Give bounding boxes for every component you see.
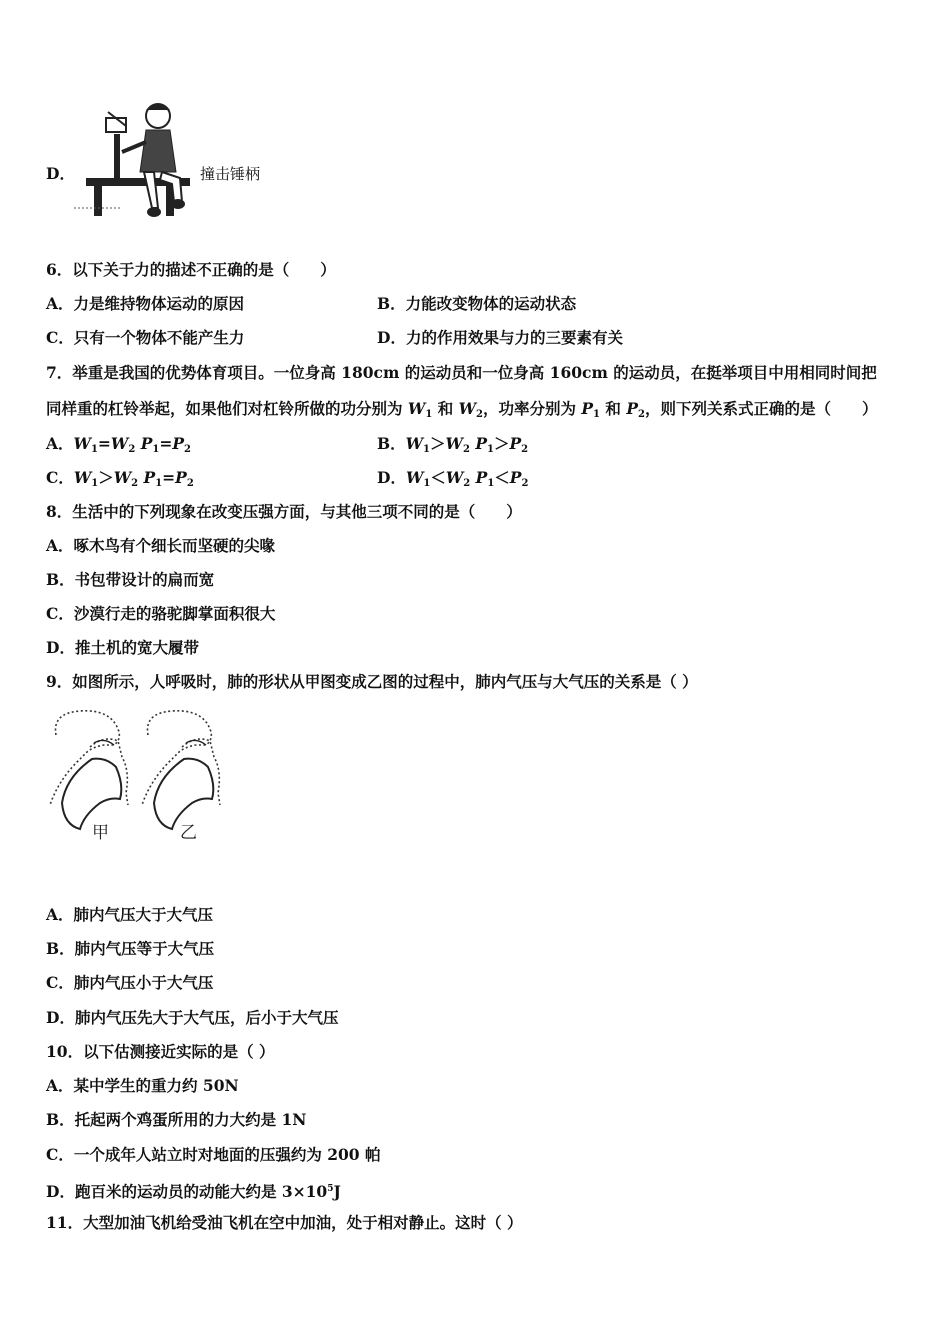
- q7-stem-line2: 同样重的杠铃举起，如果他们对杠铃所做的功分别为 $W_1$ 和 $W_2$，功率分别为 $P_1$ 和 $P_2$，则下列关系式正确的是（ ）: [46, 399, 878, 420]
- q7-option-c: C．$W_1>W_2$ $P_1=P_2$: [46, 468, 194, 489]
- q9-option-d: D．肺内气压先大于大气压，后小于大气压: [46, 1008, 339, 1027]
- q6-option-b: B．力能改变物体的运动状态: [377, 294, 577, 313]
- q6-option-d: D．力的作用效果与力的三要素有关: [377, 328, 623, 347]
- lung-diagram: [44, 705, 224, 845]
- q9-option-a: A．肺内气压大于大气压: [46, 905, 214, 924]
- q9-option-b: B．肺内气压等于大气压: [46, 939, 215, 958]
- q9-stem: 9．如图所示，人呼吸时，肺的形状从甲图变成乙图的过程中，肺内气压与大气压的关系是（ ）: [46, 672, 698, 691]
- q5-option-d-caption: 撞击锤柄: [200, 165, 261, 183]
- q6-option-c: C．只有一个物体不能产生力: [46, 328, 245, 347]
- q7-option-b: B．$W_1>W_2$ $P_1>P_2$: [377, 434, 529, 455]
- q11-stem: 11．大型加油飞机给受油飞机在空中加油，处于相对静止。这时（ ）: [46, 1213, 523, 1232]
- q10-option-a: A．某中学生的重力约 50N: [46, 1076, 239, 1095]
- q8-option-a: A．啄木鸟有个细长而坚硬的尖喙: [46, 536, 276, 555]
- q10-stem: 10．以下估测接近实际的是（ ）: [46, 1042, 275, 1061]
- hammer-illustration: [70, 98, 200, 222]
- q8-option-d: D．推土机的宽大履带: [46, 638, 199, 657]
- q5-option-d-label: D．: [46, 164, 75, 183]
- q8-option-c: C．沙漠行走的骆驼脚掌面积很大: [46, 604, 276, 623]
- q7-option-d: D．$W_1<W_2$ $P_1<P_2$: [377, 468, 529, 489]
- q6-stem: 6．以下关于力的描述不正确的是（ ）: [46, 260, 336, 279]
- q9-option-c: C．肺内气压小于大气压: [46, 973, 214, 992]
- q7-option-a: A．$W_1=W_2$ $P_1=P_2$: [46, 434, 191, 455]
- q10-option-b: B．托起两个鸡蛋所用的力大约是 1N: [46, 1110, 307, 1129]
- q10-option-c: C．一个成年人站立时对地面的压强约为 200 帕: [46, 1145, 381, 1164]
- figure-label-yi: 乙: [180, 823, 197, 843]
- q8-option-b: B．书包带设计的扁而宽: [46, 570, 215, 589]
- figure-label-jia: 甲: [92, 823, 109, 843]
- q8-stem: 8．生活中的下列现象在改变压强方面，与其他三项不同的是（ ）: [46, 502, 522, 521]
- q7-stem-line1: 7．举重是我国的优势体育项目。一位身高 180cm 的运动员和一位身高 160cm 的运动员，在挺举项目中用相同时间把: [46, 363, 877, 382]
- q6-option-a: A．力是维持物体运动的原因: [46, 294, 245, 313]
- q10-option-d: D．跑百米的运动员的动能大约是 $3\times 10^5J$: [46, 1182, 341, 1201]
